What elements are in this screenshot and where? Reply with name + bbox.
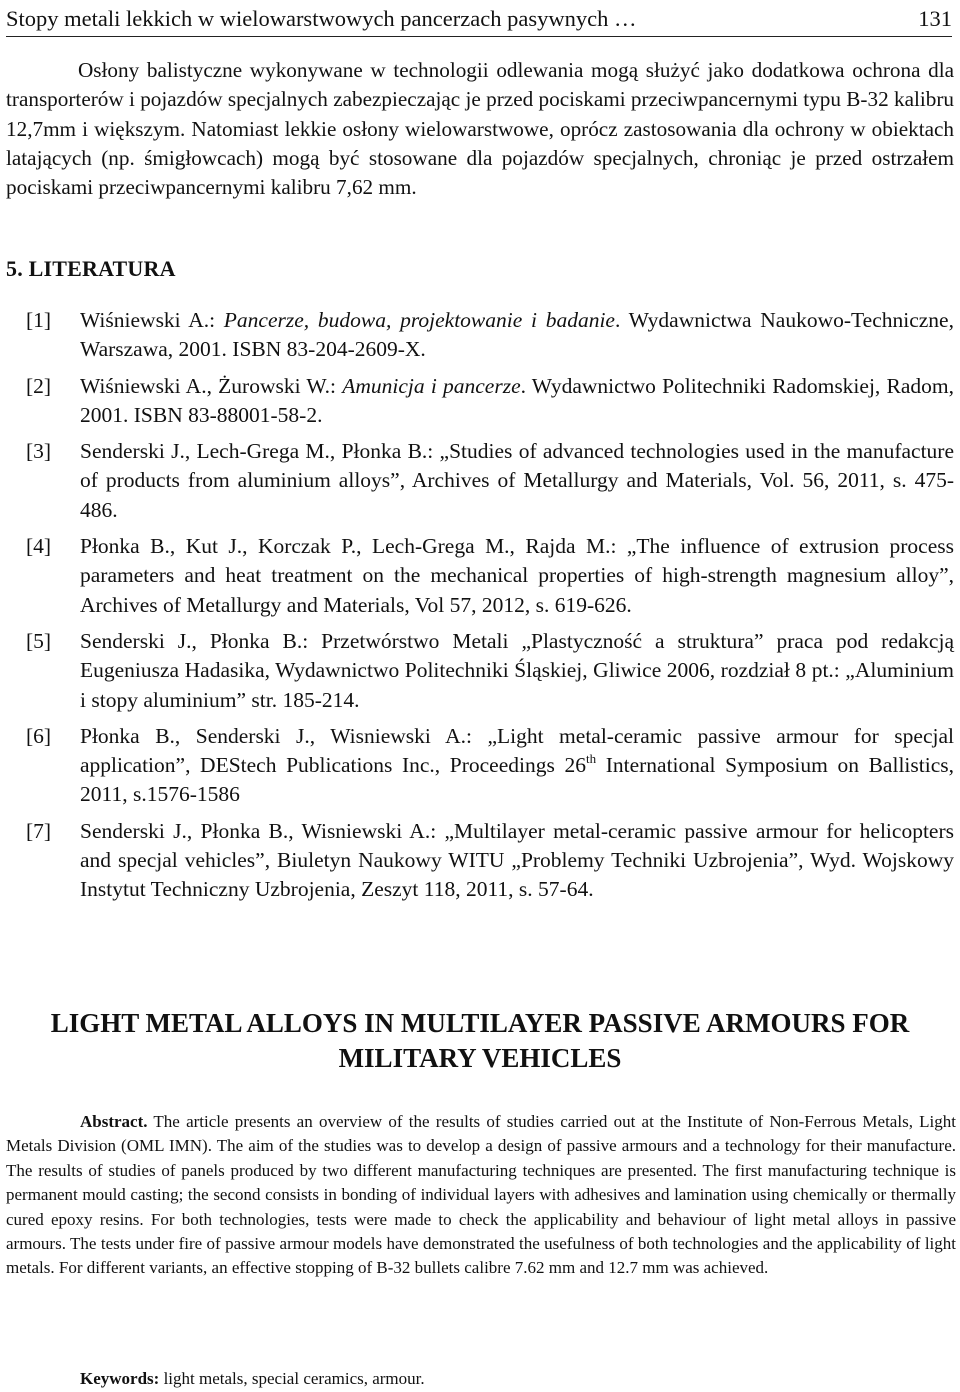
reference-number: [3] xyxy=(26,439,52,464)
abstract-label: Abstract. xyxy=(80,1112,148,1131)
reference-number: [7] xyxy=(26,818,52,843)
reference-title: Amunicja i pancerze xyxy=(342,373,521,398)
reference-text: Płonka B., Senderski J., Wisniewski A.: „Light metal-ceramic passive armour for specjal application”, DEStech Publications Inc., Proceedings 26th International Symposium on Ballistics, 2011, s.1576-1586 xyxy=(80,723,954,807)
keywords-text: light metals, special ceramics, armour. xyxy=(159,1369,425,1388)
reference-item xyxy=(6,627,954,715)
reference-number: [5] xyxy=(26,628,52,653)
english-title xyxy=(0,1006,960,1076)
reference-text: Wiśniewski A., Żurowski W.: Amunicja i pancerze. Wydawnictwo Politechniki Radomskiej, Radom, 2001. ISBN 83-88001-58-2. xyxy=(80,373,954,427)
running-header xyxy=(6,2,952,37)
section-heading-literature: 5. LITERATURA xyxy=(6,256,176,281)
page-number: 131 xyxy=(918,6,952,31)
superscript-th: th xyxy=(585,751,597,767)
abstract-text: The article presents an overview of the results of studies carried out at the Institute of Non-Ferrous Metals, Light Metals Division (OML IMN). The aim of the studies was to develop a design of passive armours and a technology for their manufacture. The results of studies of panels produced by two different manufacturing techniques are presented. The first manufacturing technique is permanent mould casting; the second consists in bonding of individual layers with adhesives and lamination using chemically or thermally cured epoxy resins. For both technologies, tests were made to check the applicability and behaviour of light metal alloys in passive armours. The tests under fire of passive armour models have demonstrated the usefulness of both technologies and the applicability of light metals. For different variants, an effective stopping of B-32 bullets calibre 7.62 mm and 12.7 mm was achieved. xyxy=(6,1112,956,1278)
reference-item xyxy=(6,437,954,525)
reference-item xyxy=(6,372,954,431)
reference-number: [2] xyxy=(26,373,52,398)
reference-text: Senderski J., Lech-Grega M., Płonka B.: „Studies of advanced technologies used in the manufacture of products from aluminium alloys”, Archives of Metallurgy and Materials, Vol. 56, 2011, s. 475-486. xyxy=(80,439,954,522)
reference-text: Wiśniewski A.: Pancerze, budowa, projektowanie i badanie. Wydawnictwa Naukowo-Techniczne, Warszawa, 2001. ISBN 83-204-2609-X. xyxy=(80,308,954,362)
keywords xyxy=(80,1368,425,1390)
reference-text: Senderski J., Płonka B., Wisniewski A.: „Multilayer metal-ceramic passive armour for helicopters and specjal vehicles”, Biuletyn Naukowy WITU „Problemy Techniki Uzbrojenia”, Wyd. Wojskowy Instytut Techniczny Uzbrojenia, Zeszyt 118, 2011, s. 57-64. xyxy=(80,818,954,902)
reference-item xyxy=(6,817,954,905)
abstract xyxy=(6,1110,956,1281)
reference-number: [4] xyxy=(26,534,52,559)
reference-title: Pancerze, budowa, projektowanie i badanie xyxy=(223,308,615,332)
reference-number: [6] xyxy=(26,723,52,748)
reference-text: Płonka B., Kut J., Korczak P., Lech-Grega M., Rajda M.: „The influence of extrusion process parameters and heat treatment on the mechanical properties of high-strength magnesium alloy”, Archives of Metallurgy and Materials, Vol 57, 2012, s. 619-626. xyxy=(80,534,954,617)
reference-item xyxy=(6,722,954,810)
body-paragraph: Osłony balistyczne wykonywane w technologii odlewania mogą służyć jako dodatkowa ochrona dla transporterów i pojazdów specjalnych zabezpieczając je przed pociskami przeciwpancernymi typu B-32 kalibru 12,7mm i większym. Natomiast lekkie osłony wielowarstwowe, oprócz zastosowania dla ochrony w obiektach latających (np. śmigłowcach) mogą być stosowane dla pojazdów specjalnych, chroniąc je przed ostrzałem pociskami przeciwpancernymi kalibru 7,62 mm. xyxy=(6,58,954,200)
running-title: Stopy metali lekkich w wielowarstwowych pancerzach pasywnych … xyxy=(6,6,637,31)
reference-item xyxy=(6,306,954,365)
keywords-label: Keywords: xyxy=(80,1369,160,1388)
reference-list xyxy=(6,306,954,912)
english-title-line-2: MILITARY VEHICLES xyxy=(338,1043,622,1073)
reference-number: [1] xyxy=(26,308,52,332)
english-title-line-1: LIGHT METAL ALLOYS IN MULTILAYER PASSIVE ARMOURS FOR xyxy=(50,1008,910,1038)
reference-item xyxy=(6,532,954,620)
reference-text: Senderski J., Płonka B.: Przetwórstwo Metali „Plastyczność a struktura” praca pod redakcją Eugeniusza Hadasika, Wydawnictwo Politechniki Śląskiej, Gliwice 2006, rozdział 8 pt.: „Aluminium i stopy aluminium” str. 185-214. xyxy=(80,628,954,712)
